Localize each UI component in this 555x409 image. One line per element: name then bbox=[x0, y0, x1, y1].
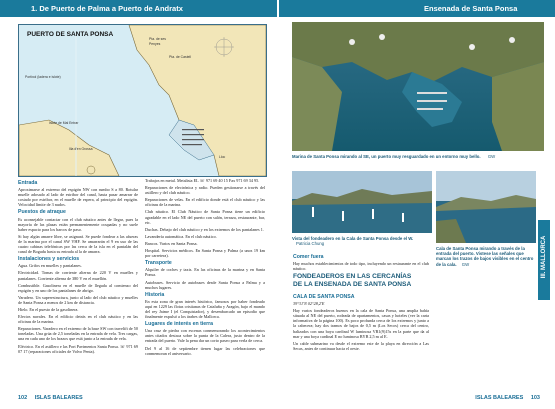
anchorages-heading: FONDEADEROS EN LAS CERCANÍAS DE LA ENSENADA DE SANTA PONSA bbox=[293, 273, 412, 288]
paragraph: Del 9 al 16 de septiembre tienen lugar las celebraciones que conmemoran el aniversario. bbox=[145, 345, 265, 356]
caption-credit: GW bbox=[487, 154, 496, 159]
paragraph: Hay varios fondeaderos buenos en la cala de Santa Ponsa, una amplia bahía situada al NE del puerto, rodeada de apartamentos, casas y hoteles (ver la carta informativa de la página 100). Es poco profunda cerca de los extremos y junto a la cabecera; hay dos tramos de bajos de 0,5 m (Los Secos) cerca del centro, balizados con una boya cardinal W luminosa VR1(9)15s en la parte que da al mar y una boya cardinal E no luminosa BYB 2,5 m al E. bbox=[293, 308, 429, 339]
page-number: 102 bbox=[18, 395, 28, 401]
harbour-chart bbox=[18, 24, 267, 177]
section-heading: Comer fuera bbox=[293, 254, 324, 260]
photo-marina bbox=[292, 22, 544, 151]
list-item: Alquiler de coches y taxis. En las oficinas de la marina y en Santa Ponsa. bbox=[145, 267, 265, 278]
caption-text: Cala de Santa Ponsa mirando a través de la entrada del puerto. Vistese las señales que marcan los trazos de bajos visibles en el centro de la cala. bbox=[436, 246, 534, 267]
harbour-chart-drawing bbox=[19, 25, 266, 176]
section-heading: CALA DE SANTA PONSA bbox=[293, 294, 355, 300]
chapter-side-tab bbox=[538, 220, 550, 300]
list-item: Hospital. Servicios médicos. En Santa Ponsa y Palma (a unos 19 km por carretera). bbox=[145, 248, 265, 259]
chart-label: Islote de Mal Entrar bbox=[49, 121, 79, 125]
chapter-title: De Puerto de Palma a Puerto de Andratx bbox=[39, 4, 183, 13]
footer-left bbox=[18, 392, 265, 404]
photo-caption bbox=[292, 154, 544, 159]
chapter-number: 1. bbox=[31, 4, 38, 13]
list-item: Reparaciones de velas. En el edificio donde está el club náutico y las oficinas de la marina. bbox=[145, 197, 265, 208]
paragraph: Es aconsejable contactar con el club náutico antes de llegar, pues la mayoría de las plazas están permanentemente ocupadas y no suele haber espacio para los barcos de paso. bbox=[18, 216, 138, 232]
section-heading: Transporte bbox=[145, 260, 172, 267]
coordinates: 39°31'N 02°28,2'E bbox=[293, 301, 325, 307]
chart-title: PUERTO DE SANTA PONSA bbox=[27, 31, 114, 38]
footer-label: ISLAS BALEARES bbox=[34, 395, 83, 401]
list-item: Varadero. Un superestructura, junto al lado del club náutico y muelles de Santa Ponsa a menos de 2 km de distancia. bbox=[18, 294, 138, 305]
caption-credit: Patricia Chung bbox=[296, 241, 325, 247]
list-item: Agua. Grifos en muelles y pantalanes. bbox=[18, 263, 82, 269]
text-column-3-top bbox=[293, 252, 429, 273]
chart-label: Illa d'en Grossa bbox=[69, 147, 93, 151]
paragraph: Hay muchos establecimientos de todo tipo, incluyendo un restaurante en el club náutico. bbox=[293, 261, 429, 272]
photo-anchorage bbox=[292, 171, 432, 233]
photo-caption bbox=[292, 236, 432, 246]
page-number: 103 bbox=[530, 395, 540, 401]
chart-label: Pta. de Castell bbox=[169, 55, 192, 59]
text-column-1 bbox=[18, 178, 138, 356]
paragraph: Eléctrico. En el astillero e las Port Pavimentos Santa Ponsa. ☏ 971 69 07 17 (reparaciones oficiales de Volvo Penta). bbox=[18, 343, 138, 354]
list-item: Bancos. Varios en Santa Ponsa. bbox=[145, 240, 198, 246]
footer-label: ISLAS BALEARES bbox=[475, 395, 524, 401]
footer-right bbox=[440, 392, 540, 404]
section-heading: Historia bbox=[145, 291, 165, 298]
paragraph: Un cable submarino va desde el extremo este de la playa en dirección a Las Secas, antes de continuar hacia el oeste. bbox=[293, 340, 429, 351]
list-item: Lavandería automática. En el club náutico. bbox=[145, 233, 217, 239]
paragraph: En esta zona de gran interés histórico, famosos por haber fondeado aquí en 1229 las flotas cristianas de Cataluña y Aragón, bajo el mando del rey Jaime I (el Conquistador), y desembarcado un episodio que finalmente expulsó a los árabes de Mallorca. bbox=[145, 298, 265, 320]
list-item: Trabajos en metal. Metalista EL ☏ 971 69 40 15 Fax 971 69 34 95. bbox=[145, 178, 260, 183]
caption-text: Vista del fondeadero en la Cala de Santa Ponsa desde el W. bbox=[292, 236, 414, 241]
list-item: Electricidad. Tomas de corriente alterna de 220 V en muelles y pantalanes. Corriente alterna de 380 V en el muellón. bbox=[18, 270, 138, 281]
section-title: Ensenada de Santa Ponsa bbox=[424, 4, 518, 13]
chart-label: Pta. de ses bbox=[149, 37, 166, 41]
caption-credit: GW bbox=[461, 261, 470, 267]
paragraph: Si hay algún amarre libre, se asignará. Se puede fondear a las afueras de la marina por el canal SW VHF. Se amarrarán el 9 en uso de las cuatro cabinas telefónicas por las cerca de la isla en el pantalán del canal de Bogadu hasta su entrada al la de amarra. bbox=[18, 233, 138, 255]
chart-label: Penyes bbox=[149, 42, 161, 46]
chart-label: Lloc bbox=[219, 155, 226, 159]
section-heading: Entrada bbox=[18, 180, 38, 186]
list-item: Combustible. Gasolinera en el muelle de llegada al comienzo del espigón y en uno de los pantalanes de abrigo. bbox=[18, 282, 138, 293]
paragraph: Una cruz de piedra con escenas conmemorando los acontecimientos antes citados destaca sobre la punta de la Calera, justo dentro de la entrada del puerto. Vale la pena dar un corto paseo para verla de cerca. bbox=[145, 328, 265, 344]
text-column-2 bbox=[145, 178, 265, 358]
chapter-header-left bbox=[0, 0, 277, 17]
section-heading: Instalaciones y servicios bbox=[18, 256, 80, 263]
section-heading: Puestos de atraque bbox=[18, 209, 66, 216]
section-heading: Lugares de interés en tierra bbox=[145, 321, 214, 328]
list-item: Hielo. En el puesto de la gasolinera. bbox=[18, 306, 79, 312]
caption-text: Marina de Santa Ponsa mirando al SE, un puerto muy resguardado en un entorno muy bello. bbox=[292, 154, 481, 159]
list-item: Autobuses. Servicio de autobuses desde Santa Ponsa a Palma y a muchos lugares. bbox=[145, 279, 265, 290]
list-item: Club náutico. El Club Náutico de Santa Ponsa tiene un edificio agradable en el lado NE del puerto con salón, terraza, restaurante, bar, etc. bbox=[145, 209, 265, 225]
side-tab-label: III. MALLORCA bbox=[541, 235, 547, 279]
list-item: Reparaciones de electrónica y radio. Pueden gestionarse a través del astillero y del club náutico. bbox=[145, 185, 265, 196]
photo-cala bbox=[436, 171, 536, 243]
section-header-right bbox=[279, 0, 555, 17]
list-item: Efectos navales. En el edificio detrás en el club náutico y en las oficinas de la marina. bbox=[18, 314, 138, 325]
paragraph: Aproximarse al extremo del espigón NW con rumbo S a 80. Rotular muelle adosado al lado de estribor del canal, hasta pasar amarrar de costado por estribor, en el muelle de espera, al principio del espigón. Velocidad límite de 3 nudos. bbox=[18, 187, 138, 208]
chart-label: Portixol (ladera e islote) bbox=[25, 75, 61, 79]
list-item: Reparaciones. Varadero en el extremo de la base SW con travelift de 50 toneladas. Una grúa de 2,5 toneladas en la entrada de vela. Tres cargas, una en cada uno de los brazos que está junto a la entrada de vela. bbox=[18, 326, 138, 342]
text-column-3 bbox=[293, 292, 429, 353]
list-item: Duchas. Debajo del club náutico y en los extremos de los pantalanes 1. bbox=[145, 226, 264, 232]
photo-caption bbox=[436, 246, 536, 267]
